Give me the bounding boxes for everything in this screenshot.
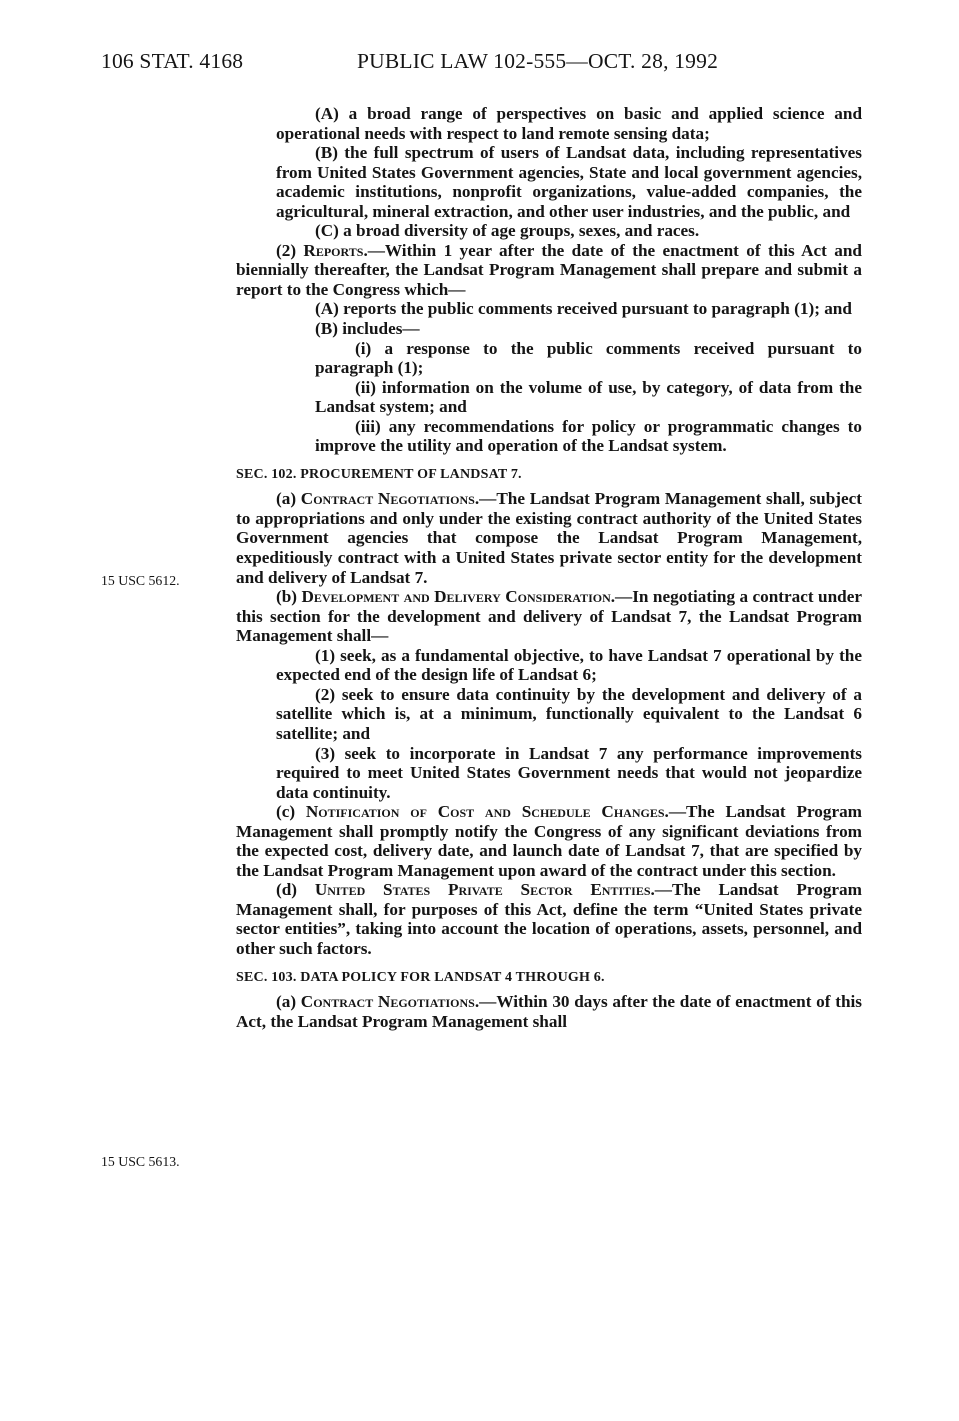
subsection-text: .—The Landsat Program Management shall, for purposes of this Act, define the term “United States private sector entities”, taking into account the location of operations, assets, personnel, and other such factors. bbox=[236, 880, 862, 958]
subsection-c-notification bbox=[236, 802, 862, 880]
paragraph-B-users: (B) the full spectrum of users of Landsat data, including representatives from United States Government agencies, State and local government agencies, academic institutions, nonprofit organizations, value-added companies, the agricultural, mineral extraction, and other user industries, and the public, and bbox=[276, 143, 862, 221]
subsection-a-contract-negotiations bbox=[236, 992, 862, 1031]
page-number: 106 STAT. 4168 bbox=[101, 49, 244, 73]
subsection-number: (a) bbox=[276, 489, 301, 509]
subsection-heading: United States Private Sector Entities bbox=[314, 880, 651, 900]
paragraph-heading: Reports bbox=[303, 240, 364, 260]
subsection-text: .—The Landsat Program Management shall promptly notify the Congress of any significant deviations from the expected cost, delivery date, and launch date of Landsat 7, that are specified by the Landsat Program Management upon award of the contract under this section. bbox=[236, 802, 862, 880]
paragraph-text: .—Within 1 year after the date of the enactment of this Act and biennially thereafter, the Landsat Program Management shall prepare and submit a report to the Congress which— bbox=[236, 240, 862, 299]
subsection-number: (a) bbox=[276, 992, 301, 1012]
clause-iii: (iii) any recommendations for policy or programmatic changes to improve the utility and operation of the Landsat system. bbox=[315, 416, 862, 456]
usc-citation-5612: 15 USC 5612. bbox=[101, 573, 180, 588]
subsection-heading: Contract Negotiations bbox=[300, 992, 475, 1012]
subsection-number: (d) bbox=[276, 880, 315, 900]
paragraph-b3: (3) seek to incorporate in Landsat 7 any performance improvements required to meet United States Government needs that would not jeopardize data continuity. bbox=[276, 743, 862, 802]
subsection-number: (b) bbox=[276, 587, 302, 607]
subsection-d-entities bbox=[236, 880, 862, 958]
section-heading-103: SEC. 103. DATA POLICY FOR LANDSAT 4 THROUGH 6. bbox=[236, 969, 605, 985]
subsection-text: .—The Landsat Program Management shall, subject to appropriations and only under the existing contract authority of the United States Government agencies that compose the Landsat Program Management, expeditiously contract with a United States private sector entity for the development and delivery of Landsat 7. bbox=[236, 489, 862, 587]
paragraph-b2: (2) seek to ensure data continuity by the development and delivery of a satellite which is, at a minimum, functionally equivalent to the Landsat 6 satellite; and bbox=[276, 684, 862, 743]
paragraph-A-reports: (A) reports the public comments received pursuant to paragraph (1); and bbox=[315, 299, 852, 319]
subsection-b-development bbox=[236, 587, 862, 646]
subsection-heading: Notification of Cost and Schedule Changes bbox=[305, 802, 665, 822]
section-heading-102: SEC. 102. PROCUREMENT OF LANDSAT 7. bbox=[236, 466, 522, 482]
subsection-heading: Development and Delivery Consideration bbox=[301, 587, 611, 607]
paragraph-2-reports bbox=[236, 241, 862, 300]
subsection-a-contract bbox=[236, 489, 862, 587]
running-head: PUBLIC LAW 102-555—OCT. 28, 1992 bbox=[357, 49, 719, 73]
paragraph-A-perspectives: (A) a broad range of perspectives on basic and applied science and operational needs with respect to land remote sensing data; bbox=[276, 104, 862, 143]
clause-i: (i) a response to the public comments received pursuant to paragraph (1); bbox=[315, 338, 862, 378]
subsection-text: .—In negotiating a contract under this section for the development and delivery of Landsat 7, the Landsat Program Management shall— bbox=[236, 587, 862, 646]
paragraph-B-includes: (B) includes— bbox=[315, 319, 420, 339]
clause-ii: (ii) information on the volume of use, by category, of data from the Landsat system; and bbox=[315, 377, 862, 417]
subsection-text: .—Within 30 days after the date of enactment of this Act, the Landsat Program Management shall bbox=[236, 992, 862, 1031]
paragraph-C-diversity: (C) a broad diversity of age groups, sexes, and races. bbox=[315, 221, 700, 241]
paragraph-number: (2) bbox=[276, 240, 304, 260]
page-body bbox=[236, 104, 862, 1031]
usc-citation-5613: 15 USC 5613. bbox=[101, 1154, 180, 1169]
paragraph-b1: (1) seek, as a fundamental objective, to have Landsat 7 operational by the expected end of the design life of Landsat 6; bbox=[276, 645, 862, 685]
subsection-heading: Contract Negotiations bbox=[300, 489, 475, 509]
subsection-number: (c) bbox=[276, 802, 306, 822]
